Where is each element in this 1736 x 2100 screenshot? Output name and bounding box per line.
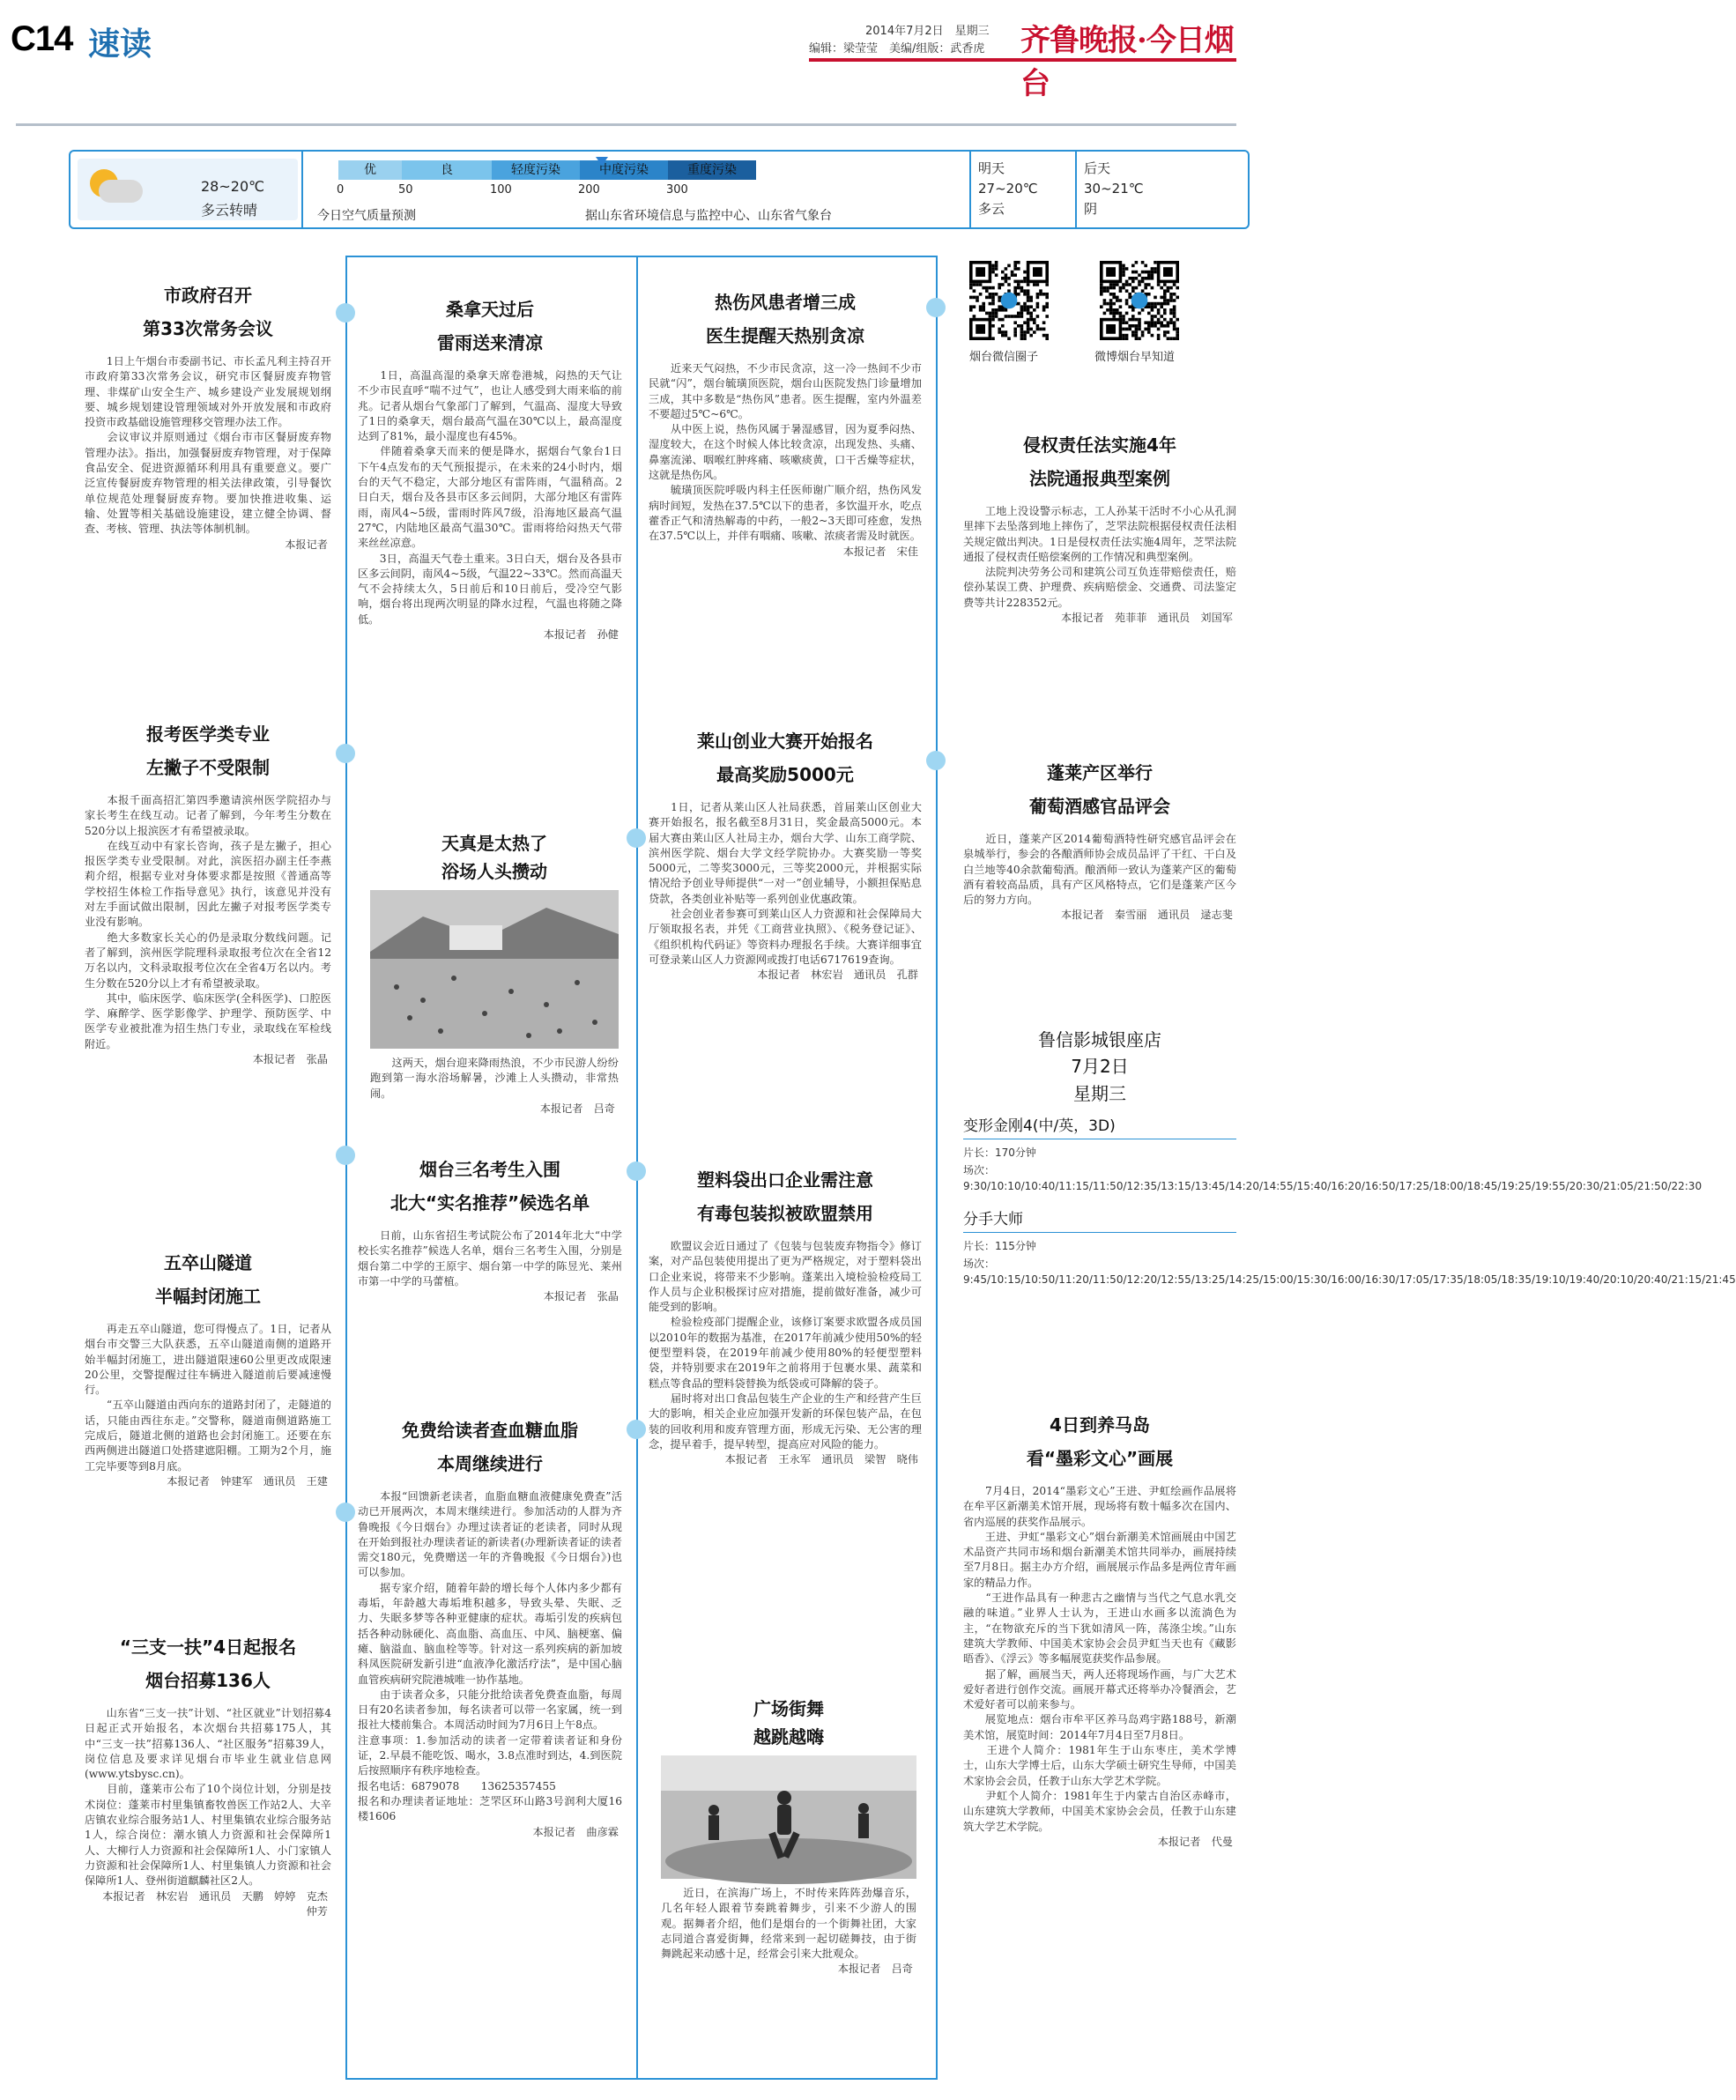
timeline-dot (336, 1503, 355, 1522)
film-divider (963, 1232, 1236, 1233)
brand-underline (809, 58, 1236, 62)
article-medical-admission (85, 719, 331, 1067)
byline: 本报记者 秦雪丽 通讯员 逯志斐 (1061, 909, 1233, 922)
issue-date: 2014年7月2日 星期三 (865, 25, 990, 38)
timeline-dot (926, 298, 946, 317)
headline: 塑料袋出口企业需注意 (697, 1169, 873, 1191)
article-body: 本报千面高招汇第四季邀请滨州医学院招办与家长考生在线互动。记者了解到，今年考生分数在520分以上报滨医才有希望被录取。 在线互动中有家长咨询，孩子是左撇子，担心报医学类专业受限制。对此，滨医招办副主任李燕莉介绍，根据专业对身体要求都是按照《普通高等学校招生体检工作指导意见》执行，该意见并没有对左手面试做出限制，因此左撇子对报考医学类专业没有影响。 绝大多数家长关心的仍是录取分数线问题。记者了解到，滨州医学院理科录取报考位次在全省12万名以内，文科录取报考位次在全省4万名以内。考生分数在520分以上才有希望被录取。 其中，临床医学、临床医学(全科医学)、口腔医学、麻醉学、医学影像学、护理学、预防医学、中医学专业被批准为招生热门专业，录取线在军检线附近。 (85, 794, 331, 1050)
headline: 桑拿天过后 (446, 299, 534, 320)
article-art-exhibition (963, 1410, 1236, 1850)
air-quality-scale (301, 152, 971, 227)
byline: 本报记者 苑菲菲 通讯员 刘国军 (1061, 612, 1233, 625)
article-body: 山东省“三支一扶”计划、“社区就业”计划招募4日起正式开始报名，本次烟台共招募175人，其中“三支一扶”招募136人、“社区服务”招募39人，岗位信息及要求详见烟台市毕业生就业信息网(www.ytsbysc.cn)。 目前，蓬莱市公布了10个岗位计划，分别是技术岗位：蓬莱市村里集镇畜牧兽医工作站2人、大辛店镇农业综合服务站1人、村里集镇农业综合服务站1人，综合岗位：潮水镇人力资源和社会保障所1人、大柳行人力资源和社会保障所1人、小门家镇人力资源和社会保障所1人、村里集镇人力资源和社会保障所1人、登州街道麒麟社区2人。 (85, 1707, 331, 1888)
forecast-temp: 27~20℃ (978, 181, 1038, 197)
byline: 本报记者 (285, 538, 328, 551)
weather-bar (69, 150, 1250, 229)
article-body: 1日，高温高湿的桑拿天席卷港城，闷热的天气让不少市民直呼“喘不过气”，也让人感受到大雨来临的前兆。记者从烟台气象部门了解到，气温高、湿度大导致了1日的桑拿天，烟台最高气温在30℃以上，最高湿度达到了81%，最小湿度也有45%。 伴随着桑拿天而来的便是降水，据烟台气象台1日下午4点发布的天气预报提示，在未来的24小时内，烟台的天气不稳定，大部分地区有雷阵雨，气温稍高。2日白天，烟台及各县市区多云间阴，大部分地区有雷阵雨，南风4~5级，雷雨时阵风7级，沿海地区最高气温27℃，内陆地区最高气温30℃。雷雨将给闷热天气带来丝丝凉意。 3日，高温天气卷土重来。3日白天，烟台及各县市区多云间阴，南风4~5级，气温22~33℃。然而高温天气不会持续太久，5日前后和10日前后，受冷空气影响，烟台将出现两次明显的降水过程，气温也将随之降低。 (358, 369, 622, 626)
headline: 五卒山隧道 (164, 1252, 252, 1273)
today-temperature: 28~20℃ (201, 178, 265, 195)
headline: 侵权责任法实施4年 (1023, 434, 1176, 456)
forecast-tomorrow (978, 159, 1038, 219)
byline: 本报记者 张晶 (543, 1290, 619, 1303)
subheadline: 浴场人头攒动 (441, 861, 547, 882)
article-body: 工地上没设警示标志，工人孙某干活时不小心从孔洞里摔下去坠落到地上摔伤了，芝罘法院根据侵权责任法相关规定做出判决。1日是侵权责任法实施4周年，芝罘法院通报了侵权责任赔偿案例的工作情况和典型案例。 法院判决劳务公司和建筑公司互负连带赔偿责任，赔偿孙某误工费、护理费、疾病赔偿金、交通费、司法鉴定费等共计228352元。 (963, 505, 1236, 609)
article-body: 近来天气闷热，不少市民贪凉，这一冷一热间不少市民就“闪”，烟台毓璜顶医院，烟台山医院发热门诊量增加三成，其中多数是“热伤风”患者。医生提醒，室内外温差不要超过5℃~6℃。 从中医上说，热伤风属于暑湿感冒，因为夏季闷热、湿度较大，在这个时候人体比较贪凉，出现发热、头痛、鼻塞流涕、咽喉红肿疼痛、咳嗽痰黄，口干舌燥等症状，这就是热伤风。 毓璜顶医院呼吸内科主任医师谢广顺介绍，热伤风发病时间短，发热在37.5℃以下的患者，多饮温开水，吃点藿香正气和清热解毒的中药，一般2~3天即可痊愈，发热在37.5℃以上，并伴有咽痛、咳嗽、浓痰者需及时就医。 (649, 362, 922, 543)
film-entry (963, 1206, 1736, 1295)
headline: 烟台三名考生入围 (419, 1159, 560, 1180)
byline: 本报记者 林宏岩 通讯员 孔群 (757, 968, 918, 982)
article-body: 7月4日，2014“墨彩文心”王进、尹虹绘画作品展将在牟平区新潮美术馆开展，现场将有数十幅多次在国内、省内巡展的获奖作品展示。 王进、尹虹“墨彩文心”烟台新潮美术馆画展由中国艺术品资产共同市场和烟台新潮美术馆共同举办，画展持续至7月8日。据主办方介绍，画展展示作品多是两位青年画家的精品力作。 “王进作品具有一种悲古之幽情与当代之气息水乳交融的味道。”业界人士认为，王进山水画多以流淌色为主，“在物欲充斥的当下犹如清风一阵，荡涤尘埃。”山东建筑大学教师、中国美术家协会会员尹虹当天也有《藏影晤香》、《浮云》等多幅展览获奖作品参展。 据了解，画展当天，两人还将现场作画，与广大艺术爱好者进行创作交流。画展开幕式还将举办冷餐酒会，艺术爱好者可以前来参与。 展览地点：烟台市牟平区养马岛鸡宇路188号，新潮美术馆，展览时间：2014年7月4日至7月8日。 王进个人简介：1981年生于山东枣庄，美术学博士，山东大学博士后，山东大学硕士研究生导师，中国美术家协会会员，任教于山东大学艺术学院。 尹虹个人简介：1981年生于内蒙古自治区赤峰市，山东建筑大学教师，中国美术家协会会员，任教于山东建筑大学艺术学院。 (963, 1485, 1236, 1833)
aqi-tick: 0 (337, 183, 345, 197)
film-length: 片长：170分钟 (963, 1146, 1036, 1159)
byline: 本报记者 钟建军 通讯员 王建 (167, 1474, 328, 1488)
headline: 广场街舞 (753, 1698, 824, 1719)
article-beach (370, 828, 619, 1117)
film-showtimes: 场次：9:30/10:10/10:40/11:15/11:50/12:35/13:15/13:45/14:20/14:55/15:40/16:20/16:50/17:25/18:00/18:45/19:25/19:55/20:30/21:05/21:50/22:30 (963, 1164, 1703, 1192)
byline: 本报记者 孙健 (543, 628, 619, 642)
subheadline: 越跳越嗨 (753, 1726, 824, 1748)
subheadline: 左撇子不受限制 (146, 757, 270, 778)
headline: 免费给读者查血糖血脂 (402, 1420, 578, 1441)
aqi-tick: 200 (578, 183, 600, 197)
article-body: 再走五卒山隧道，您可得慢点了。1日，记者从烟台市交警三大队获悉，五卒山隧道南侧的道路开始半幅封闭施工，进出隧道限速60公里更改成限速20公里，交警提醒过往车辆进入隧道前后要减速慢行。 “五卒山隧道由西向东的道路封闭了，走隧道的话，只能由西往东走。”交警称，隧道南侧道路施工完成后，隧道北侧的道路也会封闭施工。还要在东西两侧进出隧道口处搭建遮阳棚。工期为2个月，施工完毕要等到8月底。 (85, 1323, 331, 1473)
subheadline: 最高奖励5000元 (716, 764, 854, 785)
film-title: 分手大师 (963, 1211, 1023, 1228)
cinema-name: 鲁信影城银座店 (1038, 1029, 1161, 1050)
article-body: 1日，记者从莱山区人社局获悉，首届莱山区创业大赛开始报名，报名截至8月31日，奖金最高5000元。本届大赛由莱山区人社局主办，烟台大学、山东工商学院、滨州医学院、烟台大学文经学院协办。大赛奖励一等奖5000元，二等奖3000元，三等奖2000元，并根据实际情况给予创业导师提供“一对一”创业辅导，小额担保贴息贷款，各类创业补贴等一系列创业优惠政策。 社会创业者参赛可到莱山区人力资源和社会保障局大厅领取报名表，并凭《工商营业执照》、《税务登记证》、《组织机构代码证》等资料办理报名手续。大赛详细事宜可登录莱山区人力资源网或拨打电话6717619查询。 (649, 801, 922, 966)
today-condition: 多云转晴 (201, 202, 258, 219)
cinema-weekday: 星期三 (1073, 1083, 1126, 1104)
byline: 本报记者 林宏岩 通讯员 天鹏 婷婷 克杰 仲芳 (102, 1889, 339, 1918)
forecast-divider (1075, 152, 1077, 227)
frame-top (345, 256, 636, 257)
timeline-dot (336, 744, 355, 763)
subheadline: 烟台招募136人 (145, 1670, 271, 1691)
article-plastic-bags (649, 1165, 922, 1467)
aqi-level-3: 轻度污染 (492, 160, 580, 180)
photo-caption: 近日，在滨海广场上，不时传来阵阵劲爆音乐，几名年轻人跟着节奏跳着舞步，引来不少游人的围观。据舞者介绍，他们是烟台的一个街舞社团，大家志同道合喜爱街舞，经常来到一起切磋舞技，由于街舞跳起来动感十足，经常会引来大批观众。 (661, 1887, 916, 1961)
byline: 本报记者 张晶 (252, 1053, 328, 1066)
headline: 市政府召开 (164, 285, 252, 306)
headline: “三支一扶”4日起报名 (119, 1636, 297, 1658)
subheadline: 北大“实名推荐”候选名单 (389, 1192, 590, 1213)
article-street-dance (661, 1694, 916, 1978)
article-body: 日前，山东省招生考试院公布了2014年北大“中学校长实名推荐”候选人名单，烟台三名考生入围，分别是烟台第二中学的王原宇、烟台第一中学的陈昱光、莱州市第一中学的马蕾植。 (358, 1229, 622, 1287)
article-recruitment (85, 1632, 339, 1919)
subheadline: 看“墨彩文心”画展 (1026, 1448, 1174, 1469)
frame-bottom (345, 2078, 936, 2080)
aqi-forecast-label: 今日空气质量预测 (317, 209, 416, 223)
headline: 4日到养马岛 (1050, 1414, 1150, 1436)
film-length: 片长：115分钟 (963, 1240, 1036, 1252)
weibo-qr-label: 微博烟台早知道 (1094, 351, 1176, 364)
article-city-meeting (85, 280, 331, 553)
film-showtimes: 场次：9:45/10:15/10:50/11:20/11:50/12:20/12:55/13:25/14:25/15:00/15:30/16:00/16:30/17:05/17:35/18:05/18:35/19:10/19:40/20:10/20:40/21:15/21:45 (963, 1258, 1736, 1286)
wechat-qr-label: 烟台微信圈子 (969, 351, 1039, 364)
timeline-dot (627, 1420, 646, 1439)
article-thunderstorm (358, 294, 622, 642)
aqi-level-1: 优 (338, 160, 402, 180)
headline: 报考医学类专业 (146, 723, 270, 745)
cinema-schedule (963, 1027, 1736, 1295)
top-divider (16, 123, 1236, 126)
byline: 本报记者 曲彦霖 (532, 1825, 619, 1838)
byline: 本报记者 吕奇 (539, 1102, 615, 1115)
headline: 热伤风患者增三成 (715, 292, 856, 313)
page-header (0, 0, 1249, 101)
forecast-temp: 30~21℃ (1084, 181, 1144, 197)
photo-caption: 这两天，烟台迎来降雨热浪，不少市民游人纷纷跑到第一海水浴场解暑，沙滩上人头攒动，非常热闹。 (370, 1057, 619, 1100)
page-number: C14 (11, 19, 73, 58)
column-rule (936, 256, 938, 2080)
article-free-checkup (358, 1415, 622, 1840)
subheadline: 雷雨送来清凉 (437, 332, 543, 353)
timeline-dot (926, 751, 946, 770)
aqi-tick: 300 (666, 183, 688, 197)
headline: 莱山创业大赛开始报名 (697, 731, 873, 752)
dance-photo (661, 1755, 916, 1879)
timeline-dot (627, 1161, 646, 1181)
subheadline: 半幅封闭施工 (155, 1286, 261, 1307)
weather-source: 据山东省环境信息与监控中心、山东省气象台 (585, 209, 832, 223)
headline: 天真是太热了 (441, 833, 547, 854)
article-body: 本报“回馈新老读者，血脂血糖血液健康免费查”活动已开展两次，本周末继续进行。参加活动的人群为齐鲁晚报《今日烟台》办理过读者证的老读者，同时从现在开始到报社办理读者证的新读者(办理新读者证的读者需交180元，免费赠送一年的齐鲁晚报《今日烟台》)也可以参加。 据专家介绍，随着年龄的增长每个人体内多少都有毒垢，年龄越大毒垢堆积越多，导致头晕、失眠、乏力、失眠多梦等各种亚健康的症状。毒垢引发的疾病包括各种动脉硬化、高血脂、高血压、中风、脑梗塞、偏瘫、脑溢血、脑血栓等等。针对这一系列疾病的新加坡科凤医院研发新引进“血液净化激活疗法”，是中国心脑血管疾病研究院港城唯一协作基地。 由于读者众多，只能分批给读者免费查血脂，每周日有20名读者参加，每名读者可以带一名家属，统一到报社大楼前集合。本周活动时间为7月6日上午8点。 注意事项：1.参加活动的读者一定带着读者证和身份证，2.早晨不能吃饭、喝水，3.8点准时到达，4.到医院后按照顺序有秩序地检查。 报名电话：6879078 13625357455 报名和办理读者证地址：芝罘区环山路3号润利大厦16楼1606 (358, 1490, 622, 1823)
article-heat-cold (649, 287, 922, 560)
article-peking-univ (358, 1154, 622, 1304)
aqi-tick: 100 (490, 183, 512, 197)
forecast-day: 后天 (1084, 160, 1111, 176)
column-rule (345, 256, 347, 2080)
forecast-day-after (1084, 159, 1144, 219)
article-body: 欧盟议会近日通过了《包装与包装废弃物指令》修订案，对产品包装使用提出了更为严格规定，对于塑料袋出口企业来说，将带来不少影响。蓬莱出入境检验检疫局工作人员与企业积极探讨应对措施，提前做好准备，减少可能受到的影响。 检验检疫部门提醒企业，该修订案要求欧盟各成员国以2010年的数据为基准，在2017年前减少使用50%的轻便型塑料袋，在2019年前减少使用80%的轻便型塑料袋，并特别要求在2019年之前将用于包裹水果、蔬菜和糕点等食品的塑料袋替换为纸袋或可降解的袋子。 届时将对出口食品包装生产企业的生产和经营产生巨大的影响，相关企业应加强开发新的环保包装产品，在包装的回收利用和废弃管理方面，形成无污染、无公害的理念，提早着手，提早转型，提高应对风险的能力。 (649, 1240, 922, 1451)
forecast-day: 明天 (978, 160, 1005, 176)
timeline-dot (627, 828, 646, 848)
subheadline: 本周继续进行 (437, 1453, 543, 1474)
article-body: 1日上午烟台市委副书记、市长孟凡利主持召开市政府第33次常务会议，研究市区餐厨废弃物管理、非煤矿山安全生产、城乡建设产业发展规划纲要、城乡规划建设管理领域对外开放发展和市政府投资市政基础设施管理移交管理办法工作。 会议审议并原则通过《烟台市市区餐厨废弃物管理办法》。指出，加强餐厨废弃物管理，对于保障食品安全、促进资源循环利用具有重要意义。要广泛宣传餐厨废弃物管理的相关法律政策，引导餐饮单位规范处理餐厨废弃物。要加快推进收集、运输、处置等相关基础设施建设，建立健全协调、督查、考核、管理、执法等体制机制。 (85, 355, 331, 536)
section-title: 速读 (88, 26, 152, 63)
article-body: 近日，蓬莱产区2014葡萄酒特性研究感官品评会在泉城举行，参会的各酿酒师协会成员品评了干红、干白及白兰地等40余款葡萄酒。酿酒师一致认为蓬莱产区的葡萄酒有着较高品质，具有产区风格特点，它们是蓬莱产区今后的努力方向。 (963, 833, 1236, 907)
headline: 蓬莱产区举行 (1047, 762, 1153, 783)
beach-photo (370, 890, 619, 1049)
cloud-icon (99, 180, 143, 203)
subheadline: 第33次常务会议 (143, 318, 273, 339)
subheadline: 医生提醒天热别贪凉 (706, 325, 864, 346)
subheadline: 有毒包装拟被欧盟禁用 (697, 1203, 873, 1224)
aqi-level-2: 良 (402, 160, 492, 180)
film-title: 变形金刚4(中/英，3D) (963, 1117, 1116, 1135)
frame-top (636, 256, 936, 257)
timeline-dot (336, 1146, 355, 1165)
aqi-level-5: 重度污染 (668, 160, 756, 180)
today-weather (78, 159, 298, 220)
film-entry (963, 1113, 1703, 1201)
newspaper-brand: 齐鲁晚报·今日烟台 (1020, 23, 1234, 101)
timeline-dot (336, 303, 355, 323)
article-tort-law (963, 430, 1236, 626)
byline: 本报记者 代曼 (1157, 1835, 1233, 1848)
wechat-qr-icon[interactable] (969, 261, 1049, 340)
aqi-marker-icon (596, 157, 608, 166)
byline: 本报记者 吕奇 (837, 1963, 913, 1976)
byline: 本报记者 宋佳 (842, 545, 918, 558)
forecast-cond: 阴 (1084, 201, 1098, 217)
forecast-cond: 多云 (978, 201, 1005, 217)
article-tunnel-closure (85, 1248, 331, 1489)
weibo-qr-icon[interactable] (1100, 261, 1179, 340)
aqi-level-4: 中度污染 (580, 160, 668, 180)
cinema-date: 7月2日 (1071, 1056, 1129, 1077)
subheadline: 法院通报典型案例 (1029, 468, 1170, 489)
byline: 本报记者 王永军 通讯员 梁智 晓伟 (724, 1453, 918, 1466)
article-wine-tasting (963, 758, 1236, 924)
aqi-tick: 50 (398, 183, 413, 197)
editor-credits: 编辑：梁莹莹 美编/组版：武香虎 (809, 42, 985, 56)
article-startup-contest (649, 726, 922, 983)
subheadline: 葡萄酒感官品评会 (1029, 796, 1170, 817)
